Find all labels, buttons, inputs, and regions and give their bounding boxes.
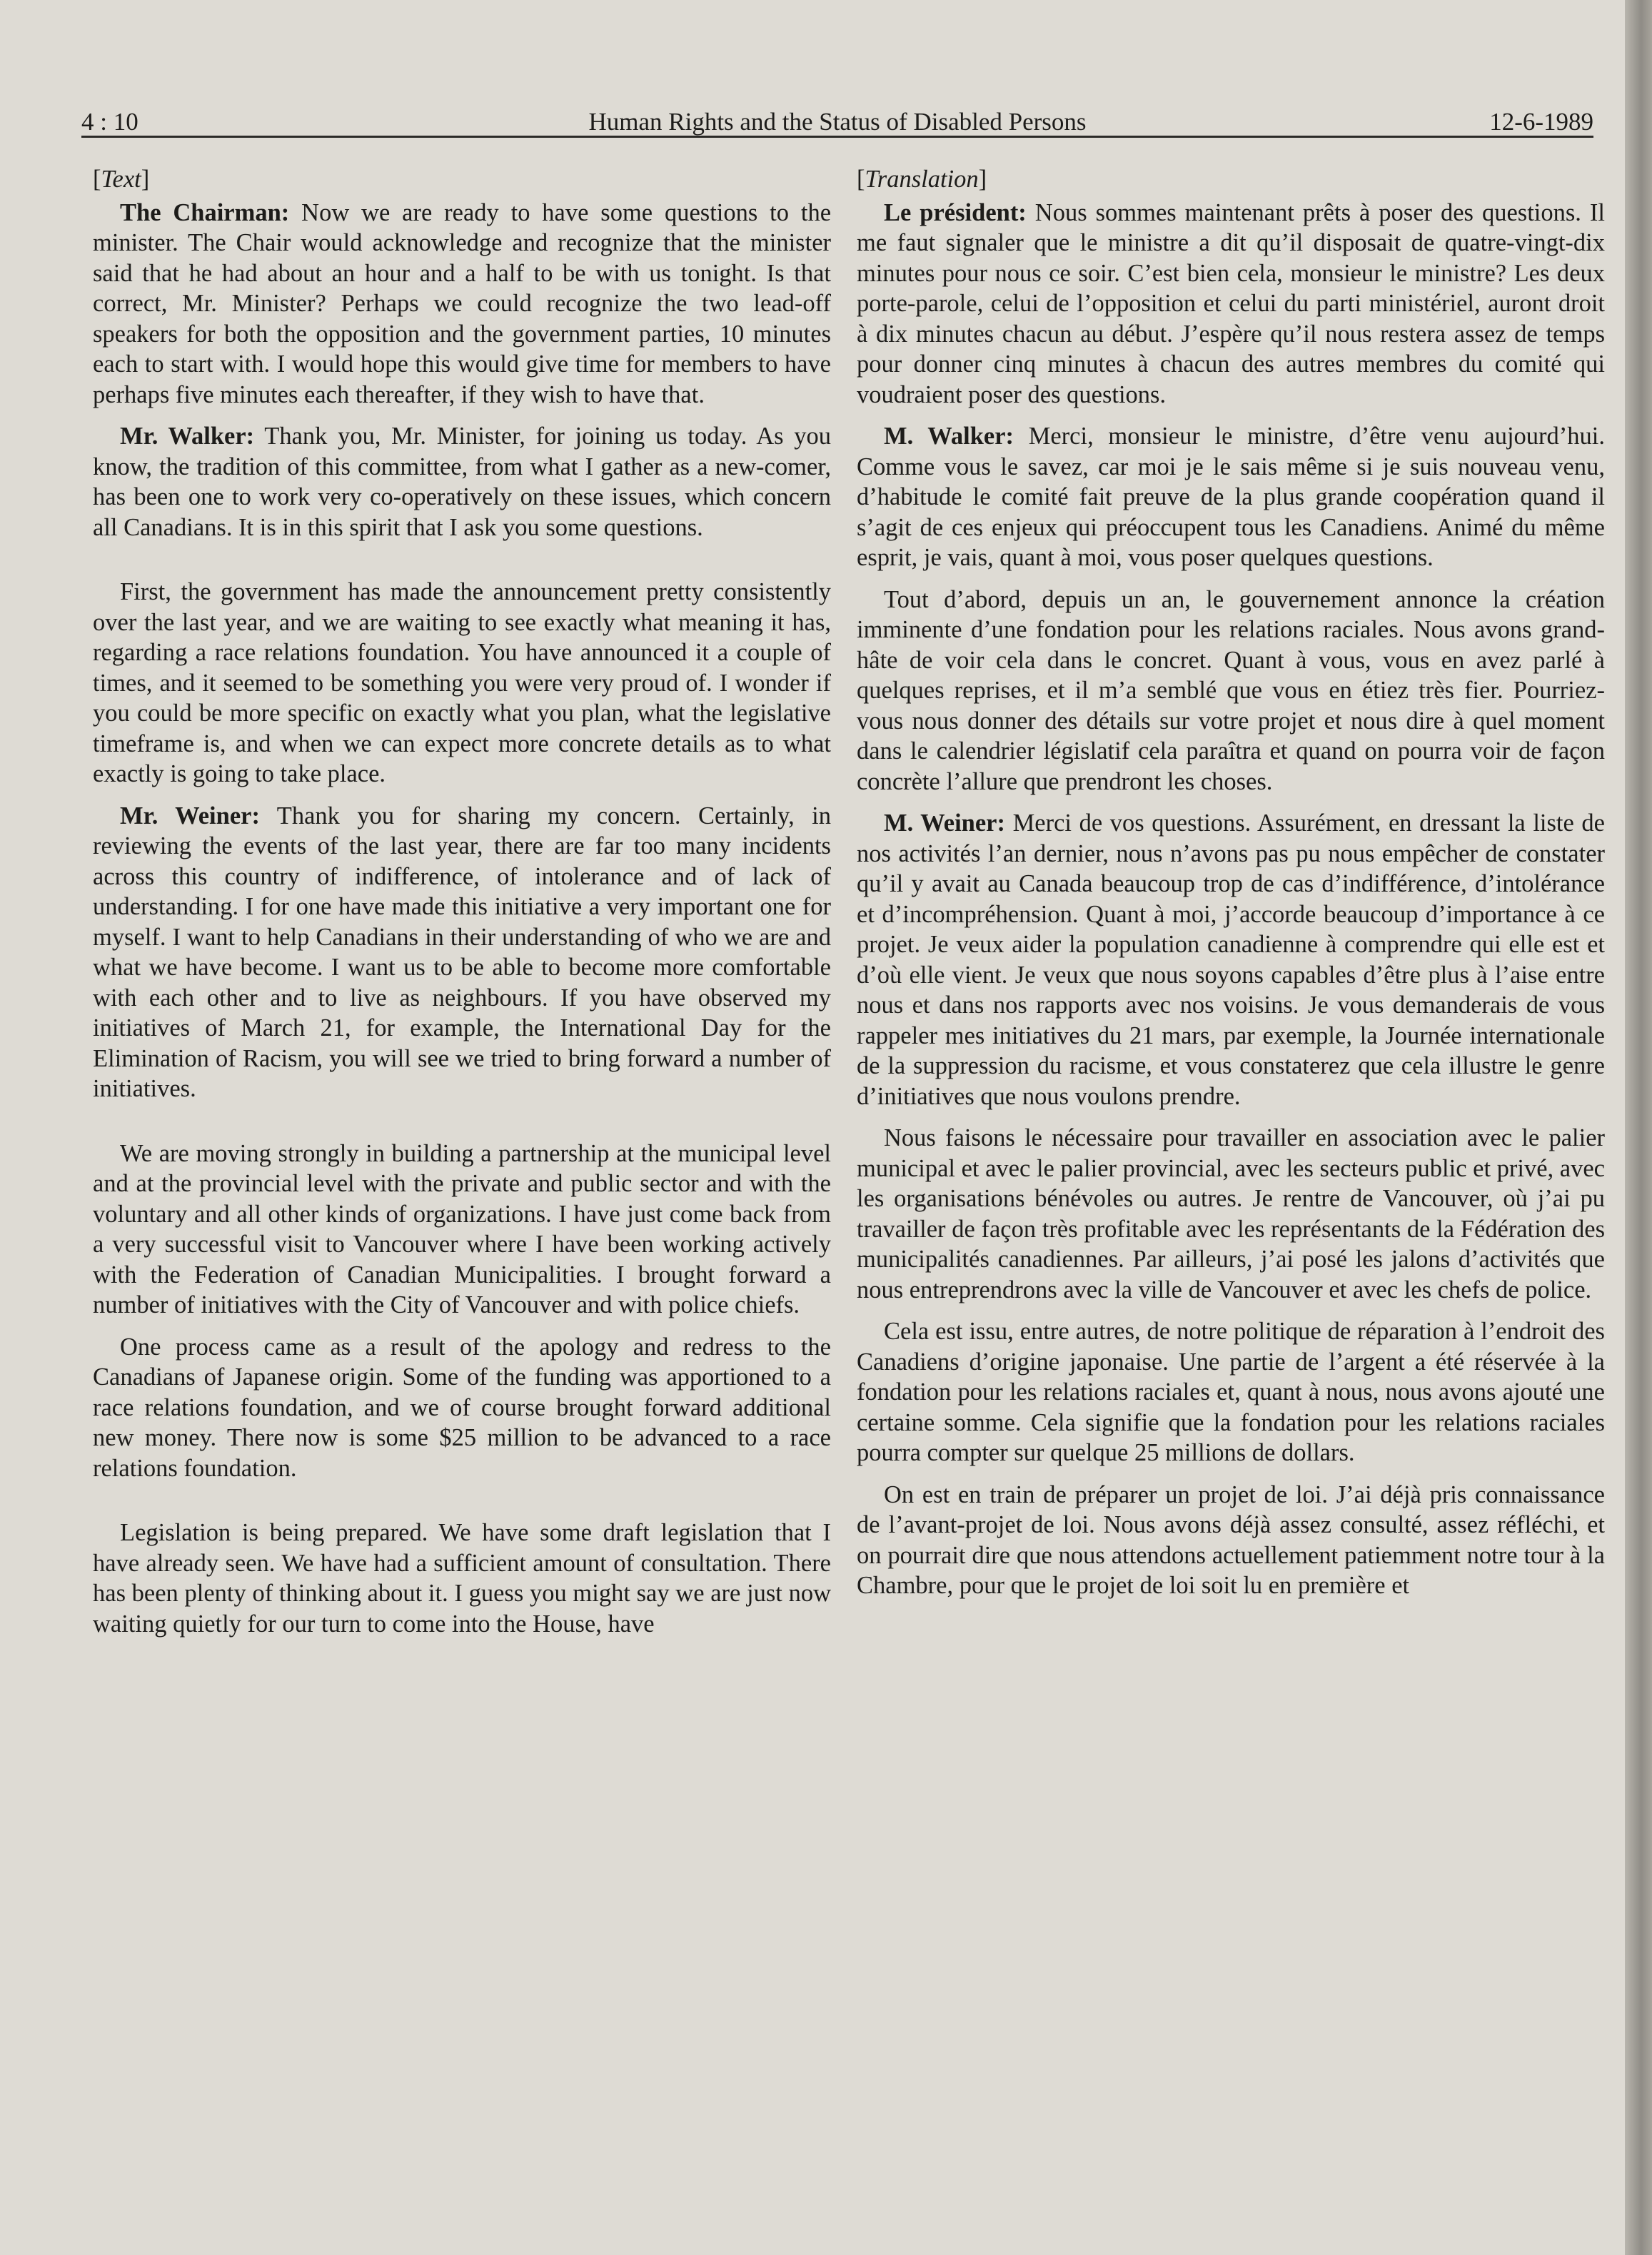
paragraph	[857, 1123, 1605, 1305]
paragraph	[857, 1316, 1605, 1468]
speaker-name: The Chairman:	[120, 198, 290, 226]
speaker-name: Mr. Weiner:	[120, 802, 260, 829]
speaker-name: M. Weiner:	[884, 809, 1005, 837]
paragraph-text: First, the government has made the announcement pretty consistently over the last year, and we are waiting to see exactly what meaning it has, regarding a race relations foundation. You have announced it a couple of times, and it seemed to be something you were very proud of. I wonder if you could be more specific on exactly what you plan, what the legislative timeframe is, and when we can expect more concrete details as to what exactly is going to take place.	[93, 578, 831, 787]
paragraph	[857, 198, 1605, 410]
speaker-name: Le président:	[884, 198, 1027, 226]
paragraph-text: Legislation is being prepared. We have some draft legislation that I have already seen. We have had a sufficient amount of consultation. There has been plenty of thinking about it. I guess you might say we are just now waiting quietly for our turn to come into the House, have	[93, 1519, 831, 1638]
paragraph-text: Nous sommes maintenant prêts à poser des questions. Il me faut signaler que le ministre a dit qu’il disposait de quatre-vingt-dix minutes pour nous ce soir. C’est bien cela, monsieur le ministre? Les deux porte-parole, celui de l’opposition et celui du parti ministériel, auront droit à dix minutes chacun au début. J’espère qu’il nous restera assez de temps pour donner cinq minutes à chacun des autres membres du comité qui voudraient poser des questions.	[857, 198, 1605, 408]
paragraph	[93, 801, 831, 1104]
english-column	[93, 164, 831, 1650]
paragraph	[93, 577, 831, 789]
page-number: 4 : 10	[81, 108, 138, 136]
paragraph-text: We are moving strongly in building a partnership at the municipal level and at the provincial level with the private and public sector and with the voluntary and all other kinds of organizations. I have just come back from a very successful visit to Vancouver where I have been working actively with the Federation of Canadian Municipalities. I brought forward a number of initiatives with the City of Vancouver and with police chiefs.	[93, 1139, 831, 1318]
paragraph-text: Cela est issu, entre autres, de notre politique de réparation à l’endroit des Canadiens d’origine japonaise. Une partie de l’argent a été réservée à la fondation pour les relations raciales et, quant à nous, nous avons ajouté une certaine somme. Cela signifie que la fondation pour les relations raciales pourra compter sur quelque 25 millions de dollars.	[857, 1318, 1605, 1466]
paragraph	[93, 421, 831, 543]
paragraph-text: Now we are ready to have some questions to the minister. The Chair would acknowledge and recognize that the minister said that he had about an hour and a half to be with us tonight. Is that correct, Mr. Minister? Perhaps we could recognize the two lead-off speakers for both the opposition and the government parties, 10 minutes each to start with. I would hope this would give time for members to have perhaps five minutes each thereafter, if they wish to have that.	[93, 198, 832, 408]
speaker-name: Mr. Walker:	[120, 423, 255, 450]
paragraph-text: Tout d’abord, depuis un an, le gouvernement annonce la création imminente d’une fondation pour les relations raciales. Nous avons grand-hâte de voir cela dans le concret. Quant à vous, vous en avez parlé à quelques reprises, et il m’a semblé que vous en étiez très fier. Pourriez-vous nous donner des détails sur votre projet et nous dire à quel moment dans le calendrier législatif cela paraîtra et quand on pourra voir de façon concrète l’allure que prendront les choses.	[857, 585, 1605, 795]
paragraph	[93, 198, 831, 410]
paragraph-text: Merci de vos questions. Assurément, en dressant la liste de nos activités l’an dernier, nous n’avons pas pu nous empêcher de constater qu’il y avait au Canada beaucoup trop de cas d’indifférence, d’intolérance et d’incompréhension. Quant à moi, j’accorde beaucoup d’importance à ce projet. Je veux aider la population canadienne à comprendre qui elle est et d’où elle vient. Je veux que nous soyons capables d’être plus à l’aise entre nous et dans nos rapports avec nos voisins. Je vous demanderais de vous rappeler mes initiatives du 21 mars, par exemple, la Journée internationale de la suppression du racisme, et vous constaterez que cela illustre le genre d’initiatives que nous voulons prendre.	[857, 809, 1605, 1110]
paragraph-text: Thank you for sharing my concern. Certainly, in reviewing the events of the last year, there are far too many incidents across this country of indifference, of intolerance and of lack of understanding. I for one have made this initiative a very important one for myself. I want to help Canadians in their understanding of who we are and what we have become. I want us to be able to become more comfortable with each other and to live as neighbours. If you have observed my initiatives of March 21, for example, the International Day for the Elimination of Racism, you will see we tried to bring forward a number of initiatives.	[93, 802, 831, 1102]
column-label: [Text]	[93, 166, 150, 193]
paragraph-text: Merci, monsieur le ministre, d’être venu aujourd’hui. Comme vous le savez, car moi je le sais même si je suis nouveau venu, d’habitude le comité fait preuve de la plus grande coopération quand il s’agit de ces enjeux qui préoccupent tous les Canadiens. Animé du même esprit, je vais, quant à moi, vous poser quelques questions.	[857, 423, 1605, 571]
paragraph-text: One process came as a result of the apology and redress to the Canadians of Japanese origin. Some of the funding was apportioned to a race relations foundation, and we of course brought forward additional new money. There now is some $25 million to be advanced to a race relations foundation.	[93, 1333, 831, 1482]
paragraph	[93, 1139, 831, 1321]
paragraph	[93, 1332, 831, 1484]
header-rule	[81, 136, 1593, 138]
paragraph	[857, 1480, 1605, 1601]
paragraph-text: On est en train de préparer un projet de loi. J’ai déjà pris connaissance de l’avant-projet de loi. Nous avons déjà assez consulté, assez réfléchi, et on pourrait dire que nous attendons actuellement patiemment notre tour à la Chambre, pour que le projet de loi soit lu en première et	[857, 1480, 1605, 1599]
column-label: [Translation]	[857, 166, 987, 193]
speaker-name: M. Walker:	[884, 423, 1014, 450]
paragraph	[857, 808, 1605, 1111]
paragraph	[857, 585, 1605, 797]
publication-date: 12-6-1989	[1489, 108, 1593, 136]
publication-title: Human Rights and the Status of Disabled Persons	[588, 108, 1087, 136]
paragraph-text: Nous faisons le nécessaire pour travailler en association avec le palier municipal et avec le palier provincial, avec les secteurs public et privé, avec les organisations bénévoles ou autres. Je rentre de Vancouver, où j’ai pu travailler de façon très profitable avec les représentants de la Fédération des municipalités canadiennes. Par ailleurs, j’ai posé les jalons d’activités que nous entreprendrons avec la ville de Vancouver et avec les chefs de police.	[857, 1124, 1605, 1303]
french-column	[857, 164, 1605, 1613]
paragraph-text: Thank you, Mr. Minister, for joining us today. As you know, the tradition of this committee, from what I gather as a new-comer, has been one to work very co-operatively on these issues, which concern all Canadians. It is in this spirit that I ask you some questions.	[93, 423, 831, 541]
paragraph	[93, 1518, 831, 1639]
page-edge	[1625, 0, 1652, 2255]
paragraph	[857, 421, 1605, 573]
